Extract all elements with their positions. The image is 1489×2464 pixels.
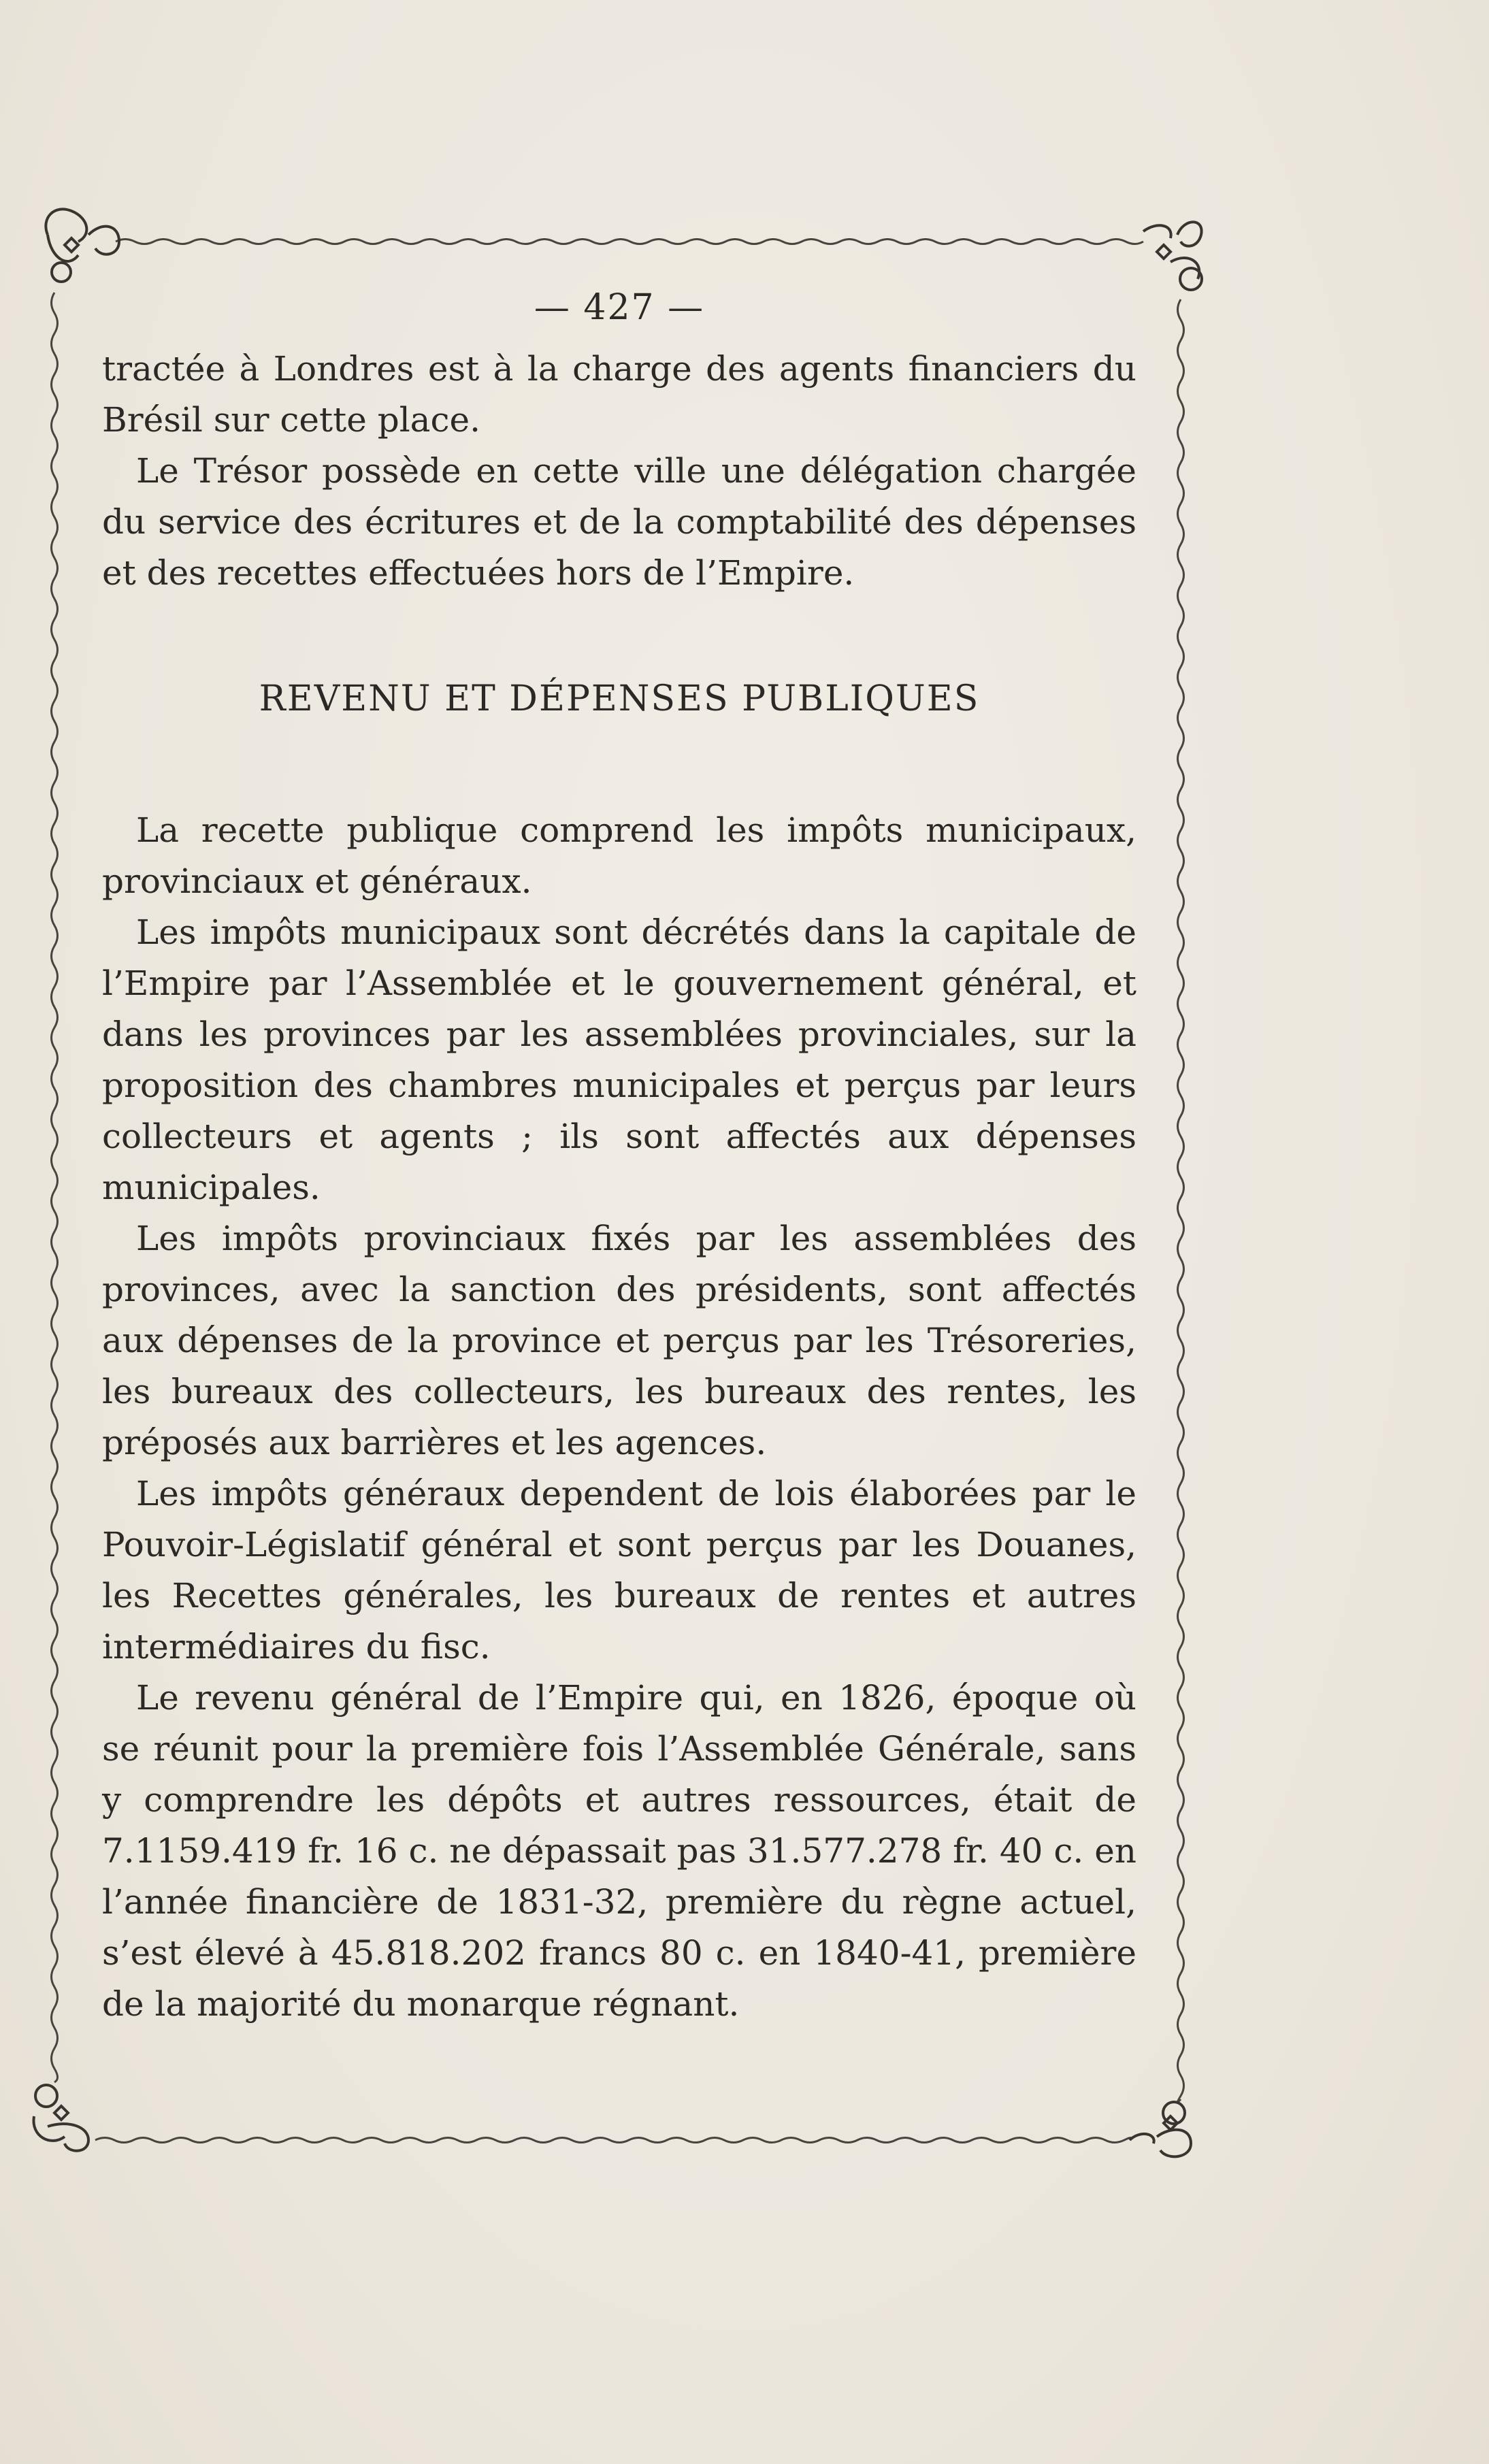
paragraph-recette: La recette publique comprend les impôts municipaux, provinciaux et généraux. [102, 810, 1136, 901]
corner-ornament-top-left-icon [46, 209, 119, 282]
corner-ornament-top-right-icon [1143, 222, 1202, 290]
paragraph-continued: tractée à Londres est à la charge des agents financiers du Brésil sur cette place. [102, 349, 1136, 440]
section-heading: REVENU ET DÉPENSES PUBLIQUES [259, 678, 980, 719]
corner-ornament-bottom-right-icon [1130, 2102, 1191, 2156]
paragraph-tresor: Le Trésor possède en cette ville une délégation chargée du service des écritures et de la comptabilité des dépenses et des recettes effectuées hors de l’Empire. [102, 451, 1136, 593]
page-content [102, 282, 1136, 2030]
paragraph-impots-provinciaux: Les impôts provinciaux fixés par les assemblées des provinces, avec la sanction des présidents, sont affectés aux dépenses de la province et perçus par les Trésoreries, les bureaux des collecteurs, les bureaux des rentes, les préposés aux barrières et les agences. [102, 1219, 1136, 1462]
paragraph-impots-municipaux: Les impôts municipaux sont décrétés dans la capitale de l’Empire par l’Assemblée et le gouvernement général, et dans les provinces par les assemblées provinciales, sur la proposition des chambres municipales et perçus par leurs collecteurs et agents ; ils sont affectés aux dépenses municipales. [102, 913, 1136, 1207]
page-number: — 427 — [534, 287, 705, 328]
paragraph-revenu-general: Le revenu général de l’Empire qui, en 1826, époque où se réunit pour la première fois l’Assemblée Générale, sans y comprendre les dépôts et autres ressources, était de 7.1159.419 fr. 16 c. ne dépassait pas 31.577.278 fr. 40 c. en l’année financière de 1831-32, première du règne actuel, s’est élevé à 45.818.202 francs 80 c. en 1840-41, première de la majorité du monarque régnant. [102, 1678, 1136, 2024]
corner-ornament-bottom-left-icon [33, 2085, 88, 2151]
paragraph-impots-generaux: Les impôts généraux dependent de lois élaborées par le Pouvoir-Législatif général et sont perçus par les Douanes, les Recettes générales, les bureaux de rentes et autres intermédiaires du fisc. [102, 1474, 1136, 1666]
